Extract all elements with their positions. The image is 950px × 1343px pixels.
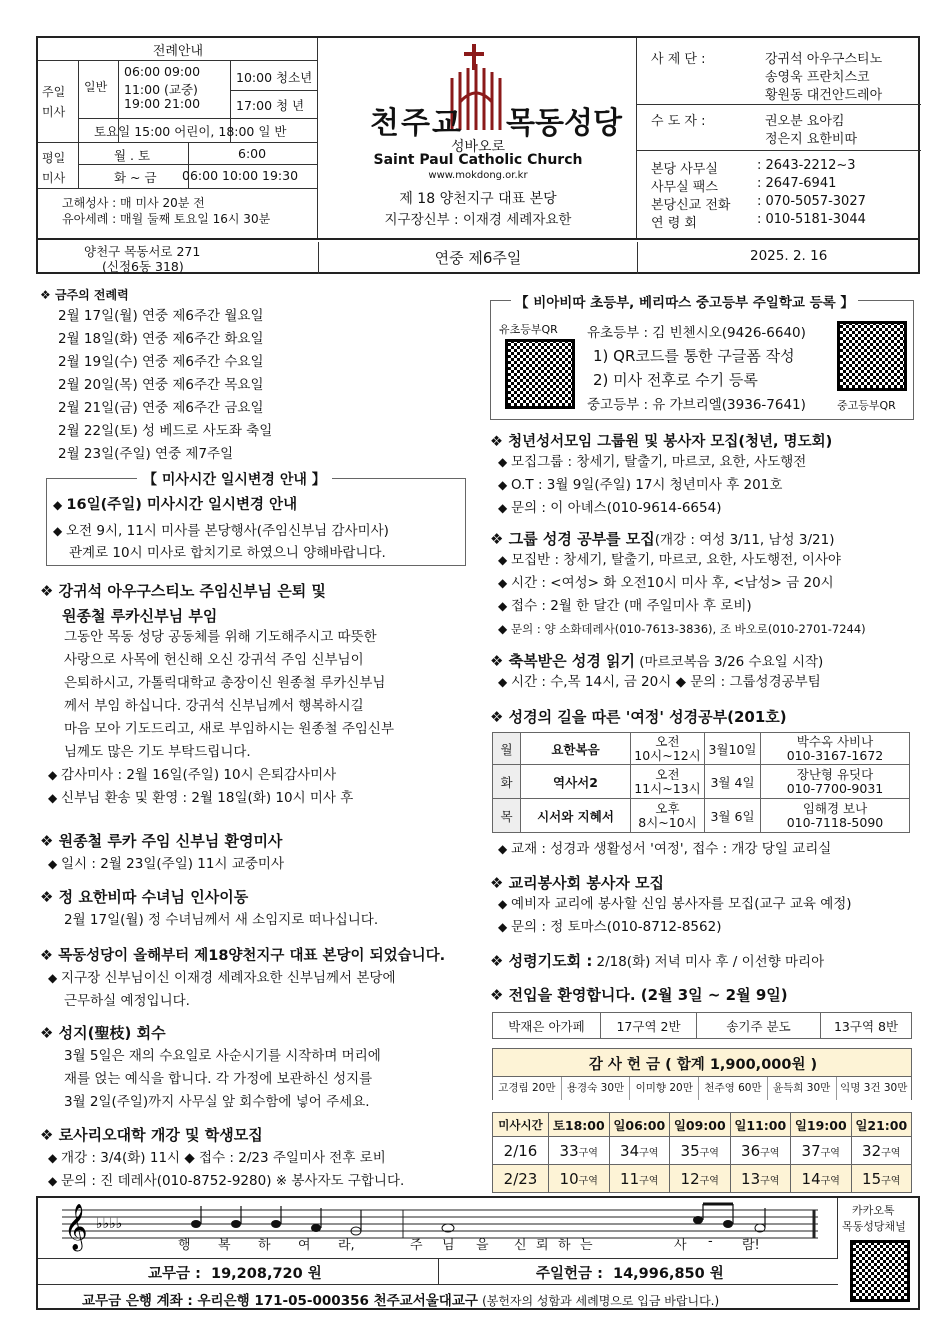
retire-line: 마음 모아 기도드리고, 새로 부임하시는 원종철 주임신부 [64, 721, 394, 737]
priest-3: 황원동 대건안드레아 [765, 88, 883, 103]
mass-zone: 32구역 [851, 1137, 912, 1165]
mass-zone: 35구역 [670, 1137, 731, 1165]
group-item: ◆ 시간 : <여성> 화 오전10시 미사 후, <남성> 금 20시 [498, 575, 834, 591]
journey-table [492, 732, 910, 833]
church-patron: 성바오로 [450, 139, 506, 155]
blessed-reading-title: ❖ 축복받은 성경 읽기 (마르코복음 3/26 수요일 시작) [490, 652, 824, 670]
mass-zone: 14구역 [791, 1165, 852, 1193]
mass-zone: 36구역 [730, 1137, 791, 1165]
welcome-mass-item: ◆ 일시 : 2월 23일(주일) 11시 교중미사 [48, 856, 284, 872]
bank-account: 교무금 은행 계좌 : 우리은행 171-05-000356 천주교서울대교구 (봉헌자의 성함과 세례명으로 입금 바랍니다.) [82, 1293, 720, 1309]
sunday-youth-mass: 10:00 청소년 [236, 70, 313, 85]
catechism-section [490, 872, 920, 939]
rosary-item: ◆ 문의 : 진 데레사(010-8752-9280) ※ 봉사자도 구합니다. [48, 1173, 405, 1189]
rosary-item: ◆ 개강 : 3/4(화) 11시 ◆ 접수 : 2/23 주일미사 전후 로비 [48, 1150, 386, 1166]
calendar-item: 2월 23일(주일) 연중 제7주일 [58, 446, 234, 462]
palm-body [40, 1045, 480, 1114]
district-head: 지구장신부 : 이재경 세례자요한 [384, 212, 572, 228]
saturday-mass: 토요일 15:00 어린이, 18:00 일 반 [94, 124, 287, 139]
notice-body-2: 관계로 10시 미사로 합치기로 하였으니 양해바랍니다. [69, 545, 386, 561]
thanks-item: 고경림 20만 [493, 1077, 562, 1100]
calendar-item: 2월 21일(금) 연중 제6주간 금요일 [58, 400, 264, 416]
district-body-2: 근무하실 예정입니다. [64, 993, 190, 1009]
newcomer-zone: 13구역 8반 [821, 1013, 912, 1039]
journey-start: 3월 6일 [705, 799, 761, 833]
lyric-syllable: 하 [258, 1238, 271, 1253]
palm-line: 3월 2일(주일)까지 사무실 앞 회수함에 넣어 주세요. [64, 1094, 370, 1110]
lyric-syllable: 뢰 [536, 1238, 549, 1253]
bulletin-header [36, 36, 920, 274]
lyric-syllable: 을 [476, 1238, 489, 1253]
journey-day: 화 [493, 765, 521, 799]
table-row [493, 1113, 912, 1137]
journey-contact: 박수옥 사비나 010-3167-1672 [761, 733, 910, 765]
contact-label-2: 사무실 팩스 [651, 180, 718, 195]
welcome-mass-title: ❖ 원종철 루카 주임 신부님 환영미사 [40, 832, 283, 850]
sister-1: 권오분 요아킴 [765, 114, 845, 129]
school-line-3: 2) 미사 전후로 수기 등록 [593, 371, 758, 389]
school-line-4: 중고등부 : 유 가브리엘(3936-7641) [587, 397, 806, 413]
sister-2: 정은지 요한비따 [765, 132, 858, 147]
table-row [493, 799, 910, 833]
table-row [493, 1165, 912, 1193]
retire-item: ◆ 감사미사 : 2월 16일(주일) 10시 은퇴감사미사 [48, 767, 337, 783]
qr-code-secondary[interactable] [837, 321, 907, 391]
journey-book: 역사서2 [521, 765, 631, 799]
journey-time: 오전 11시~13시 [631, 765, 705, 799]
sunday-offering: 주일헌금 : 14,996,850 원 [536, 1266, 724, 1282]
group-item: ◆ 문의 : 양 소화데레사(010-7613-3836), 조 바오로(010-2701-7244) [498, 622, 866, 636]
palm-section [40, 1022, 480, 1114]
liturgy-title: 전례안내 [152, 44, 204, 59]
lyric-syllable: 님 [442, 1238, 455, 1253]
mass-zone: 12구역 [670, 1165, 731, 1193]
youth-item: ◆ O.T : 3월 9일(주일) 17시 청년미사 후 201호 [498, 477, 783, 493]
district-section-title: ❖ 목동성당이 올해부터 제18양천지구 대표 본당이 되었습니다. [40, 948, 446, 964]
journey-note: ◆ 교재 : 성경과 생활성서 '여정', 접수 : 개강 당일 교리실 [498, 841, 832, 857]
music-staff [38, 1198, 838, 1258]
church-name-right: 목동성당 [506, 106, 622, 141]
youth-bible-title: ❖ 청년성서모임 그룹원 및 봉사자 모집(청년, 명도회) [490, 434, 833, 450]
retire-line: 그동안 목동 성당 공동체를 위해 기도해주시고 따뜻한 [64, 629, 377, 645]
retire-line: 은퇴하시고, 가톨릭대학교 총장이신 원종철 루카신부님 [64, 675, 386, 691]
priests-label: 사 제 단 : [651, 52, 706, 67]
catechism-item: ◆ 문의 : 정 토마스(010-8712-8562) [498, 919, 722, 935]
kakao-qr-code[interactable] [850, 1240, 910, 1302]
newcomer-table [492, 1012, 912, 1039]
prayer-meeting: ❖ 성령기도회 : 2/18(화) 저녁 미사 후 / 이선향 마리아 [490, 952, 825, 970]
weekday-mass-label: 평일 미사 [42, 151, 66, 185]
calendar-list [40, 305, 480, 466]
lyric-syllable: 람! [742, 1238, 760, 1253]
nun-transfer-title: ❖ 정 요한비따 수녀님 인사이동 [40, 888, 249, 906]
thanks-title: 감 사 헌 금 ( 합계 1,900,000원 ) [588, 1057, 818, 1073]
weekday-days-1: 월 . 토 [114, 148, 151, 163]
lyric-syllable: 행 [178, 1238, 191, 1253]
contact-value-1: : 2643-2212~3 [757, 158, 856, 173]
weekday-time-2: 06:00 10:00 19:30 [182, 168, 299, 183]
qr-right-label: 중고등부QR [837, 399, 896, 412]
contact-label-1: 본당 사무실 [651, 162, 718, 177]
journey-time: 오전 10시~12시 [631, 733, 705, 765]
mass-header-cell: 일11:00 [730, 1113, 791, 1137]
notice-title: 【 미사시간 일시변경 안내 】 [137, 469, 332, 489]
priest-2: 송영욱 프란치스코 [765, 70, 870, 85]
journey-contact: 장난형 유딧다 010-7700-9031 [761, 765, 910, 799]
school-line-1: 유초등부 : 김 빈첸시오(9426-6640) [587, 325, 806, 341]
table-row [493, 733, 910, 765]
journey-day: 월 [493, 733, 521, 765]
priest-1: 강귀석 아우구스티노 [765, 52, 883, 67]
school-registration-box [490, 295, 914, 420]
mass-zone: 34구역 [609, 1137, 670, 1165]
table-row [493, 765, 910, 799]
lyric-syllable: 주 [410, 1238, 423, 1253]
calendar-item: 2월 20일(목) 연중 제6주간 목요일 [58, 377, 264, 393]
svg-text:♭♭♭♭: ♭♭♭♭ [96, 1216, 123, 1232]
youth-bible-section [490, 430, 920, 520]
kakao-subtitle: 목동성당채널 [842, 1220, 906, 1233]
notice-body-1: ◆ 오전 9시, 11시 미사를 본당행사(주임신부님 감사미사) [53, 523, 389, 539]
bulletin-date: 2025. 2. 16 [750, 248, 828, 264]
catechism-title: ❖ 교리봉사회 봉사자 모집 [490, 874, 665, 892]
diocese-fee: 교무금 : 19,208,720 원 [148, 1266, 322, 1282]
mass-change-notice [46, 472, 466, 566]
notice-head: ◆ 16일(주일) 미사시간 일시변경 안내 [53, 497, 298, 513]
lyric-syllable: 하 [558, 1238, 571, 1253]
retire-title-2: 원종철 루카신부님 부임 [62, 607, 218, 625]
palm-title: ❖ 성지(聖枝) 회수 [40, 1024, 166, 1042]
sunday-times-c: 19:00 21:00 [124, 96, 201, 111]
liturgy-schedule [38, 38, 318, 238]
kakao-title: 카카오톡 [852, 1204, 895, 1217]
church-logo-block [320, 38, 636, 238]
journey-title: ❖ 성경의 길을 따른 '여정' 성경공부(201호) [490, 708, 787, 726]
blessed-reading-item: ◆ 시간 : 수,목 14시, 금 20시 ◆ 문의 : 그룹성경공부팀 [498, 674, 821, 690]
school-title: 【 비아비따 초등부, 베리따스 중고등부 주일학교 등록 】 [511, 291, 858, 311]
sunday-times-a: 06:00 09:00 [124, 64, 201, 79]
contact-value-2: : 2647-6941 [757, 176, 837, 191]
youth-item: ◆ 문의 : 이 아녜스(010-9614-6654) [498, 500, 722, 516]
retire-section [40, 580, 480, 810]
calendar-title: ❖ 금주의 전례력 [40, 288, 129, 302]
qr-code-elementary[interactable] [505, 339, 575, 409]
retire-body [40, 626, 480, 764]
lyric-syllable: 는 [580, 1238, 593, 1253]
welcome-mass-section [40, 830, 480, 876]
thanks-item: 윤득희 30만 [768, 1077, 837, 1100]
group-item: ◆ 모집반 : 창세기, 탈출기, 마르코, 요한, 사도행전, 이사야 [498, 552, 841, 568]
mass-zone: 10구역 [549, 1165, 610, 1193]
retire-line: 님께도 많은 기도 부탁드립니다. [64, 744, 251, 760]
mass-header-cell: 일21:00 [851, 1113, 912, 1137]
contact-label-4: 연 령 회 [651, 216, 697, 231]
mass-date: 2/23 [493, 1165, 549, 1193]
district-body-1: ◆ 지구장 신부님이신 이재경 세례자요한 신부님께서 본당에 [48, 970, 396, 986]
newcomer-name: 박재은 아가페 [493, 1013, 601, 1039]
youth-item: ◆ 모집그룹 : 창세기, 탈출기, 마르코, 요한, 사도행전 [498, 454, 807, 470]
mass-zone: 37구역 [791, 1137, 852, 1165]
retire-line: 사랑으로 사목에 헌신해 오신 강귀석 주임 신부님이 [64, 652, 364, 668]
journey-book: 시서와 지혜서 [521, 799, 631, 833]
journey-section [490, 706, 920, 727]
contact-value-4: : 010-5181-3044 [757, 212, 866, 227]
sunday-title: 연중 제6주일 [318, 242, 638, 274]
school-line-2: 1) QR코드를 통한 구글폼 작성 [593, 347, 795, 365]
rosary-title: ❖ 로사리오대학 개강 및 학생모집 [40, 1126, 263, 1144]
thanks-item: 천주영 60만 [699, 1077, 768, 1100]
lyric-syllable: - [708, 1234, 713, 1249]
thanks-item: 용경숙 30만 [562, 1077, 631, 1100]
group-bible-section [490, 528, 920, 641]
retire-items [40, 764, 480, 810]
address-line-1: 양천구 목동서로 271 [84, 244, 201, 259]
mass-zone: 13구역 [730, 1165, 791, 1193]
mass-zone: 15구역 [851, 1165, 912, 1193]
thanks-items [493, 1076, 911, 1100]
nun-transfer-section [40, 886, 480, 932]
lyrics-line [38, 1234, 838, 1256]
blessed-reading-section [490, 650, 920, 694]
thanks-item: 이미향 20만 [630, 1077, 699, 1100]
church-website[interactable]: www.mokdong.or.kr [428, 170, 528, 181]
newcomer-title: ❖ 전입을 환영합니다. (2월 3일 ~ 2월 9일) [490, 986, 788, 1004]
journey-time: 오후 8시~10시 [631, 799, 705, 833]
left-column [40, 286, 480, 466]
mass-date: 2/16 [493, 1137, 549, 1165]
lyric-syllable: 라, [338, 1238, 355, 1253]
contact-value-3: : 070-5057-3027 [757, 194, 866, 209]
thanks-offering-box [492, 1048, 912, 1100]
mass-header-cell: 일06:00 [609, 1113, 670, 1137]
footer-box [36, 1196, 920, 1310]
mass-header-cell: 일09:00 [670, 1113, 731, 1137]
retire-title-1: ❖ 강귀석 아우구스티노 주임신부님 은퇴 및 [40, 582, 326, 600]
address-line-2: (신정6동 318) [102, 259, 184, 274]
sunday-times-b: 11:00 (교중) [124, 82, 198, 97]
palm-line: 3월 5일은 재의 수요일로 사순시기를 시작하며 머리에 [64, 1048, 381, 1064]
lyric-syllable: 사 [674, 1238, 687, 1253]
newcomer-zone: 17구역 2반 [601, 1013, 697, 1039]
sisters-label: 수 도 자 : [651, 114, 706, 129]
qr-left-label: 유초등부QR [499, 323, 558, 336]
mass-zone: 33구역 [549, 1137, 610, 1165]
staff-block [636, 38, 920, 238]
retire-line: 께서 부임 하십니다. 강귀석 신부님께서 행복하시길 [64, 698, 364, 714]
table-row [493, 1013, 912, 1039]
lyric-syllable: 복 [218, 1238, 231, 1253]
contact-label-3: 본당신교 전화 [651, 198, 731, 213]
calendar-item: 2월 22일(토) 성 베드로 사도좌 축일 [58, 423, 273, 439]
group-bible-title: ❖ 그룹 성경 공부를 모집(개강 : 여성 3/11, 남성 3/21) [490, 530, 835, 548]
calendar-item: 2월 18일(화) 연중 제6주간 화요일 [58, 331, 264, 347]
sunday-general-label: 일반 [84, 80, 108, 94]
table-row [493, 1137, 912, 1165]
journey-book: 요한복음 [521, 733, 631, 765]
group-item: ◆ 접수 : 2월 한 달간 (매 주일미사 후 로비) [498, 598, 752, 614]
svg-text:𝄞: 𝄞 [64, 1204, 88, 1250]
retire-item: ◆ 신부님 환송 및 환영 : 2월 18일(화) 10시 미사 후 [48, 790, 354, 806]
mass-header-cell: 미사시간 [493, 1113, 549, 1137]
sunday-mass-label: 주일 미사 [42, 85, 66, 119]
lyric-syllable: 여 [298, 1238, 311, 1253]
calendar-item: 2월 19일(수) 연중 제6주간 수요일 [58, 354, 264, 370]
catechism-item: ◆ 예비자 교리에 봉사할 신임 봉사자를 모집(교구 교육 예정) [498, 896, 852, 912]
thanks-item: 익명 3건 30만 [840, 1082, 908, 1094]
nun-transfer-body: 2월 17일(월) 정 수녀님께서 새 소임지로 떠나십니다. [64, 912, 379, 928]
district-section [40, 944, 480, 1013]
church-name-left: 천주교 [370, 106, 463, 141]
baptism-info: 유아세례 : 매월 둘째 토요일 16시 30분 [62, 212, 271, 226]
district-title: 제 18 양천지구 대표 본당 [399, 191, 557, 207]
mass-header-cell: 토18:00 [549, 1113, 610, 1137]
journey-start: 3월 4일 [705, 765, 761, 799]
calendar-item: 2월 17일(월) 연중 제6주간 월요일 [58, 308, 264, 324]
lyric-syllable: 신 [514, 1238, 527, 1253]
sunday-young-adult-mass: 17:00 청 년 [236, 98, 305, 113]
palm-line: 재를 얹는 예식을 합니다. 각 가정에 보관하신 성지를 [64, 1071, 373, 1087]
confession-info: 고해성사 : 매 미사 20분 전 [62, 196, 205, 210]
journey-contact: 임해경 보나 010-7118-5090 [761, 799, 910, 833]
weekday-days-2: 화 ~ 금 [114, 170, 157, 185]
journey-start: 3월10일 [705, 733, 761, 765]
mass-zone: 11구역 [609, 1165, 670, 1193]
rosary-section [40, 1124, 480, 1193]
mass-header-cell: 일19:00 [791, 1113, 852, 1137]
newcomer-name: 송기주 분도 [697, 1013, 821, 1039]
church-english-name: Saint Paul Catholic Church [373, 152, 583, 168]
weekday-time-1: 6:00 [238, 146, 267, 161]
journey-day: 목 [493, 799, 521, 833]
mass-duty-table [492, 1112, 912, 1193]
